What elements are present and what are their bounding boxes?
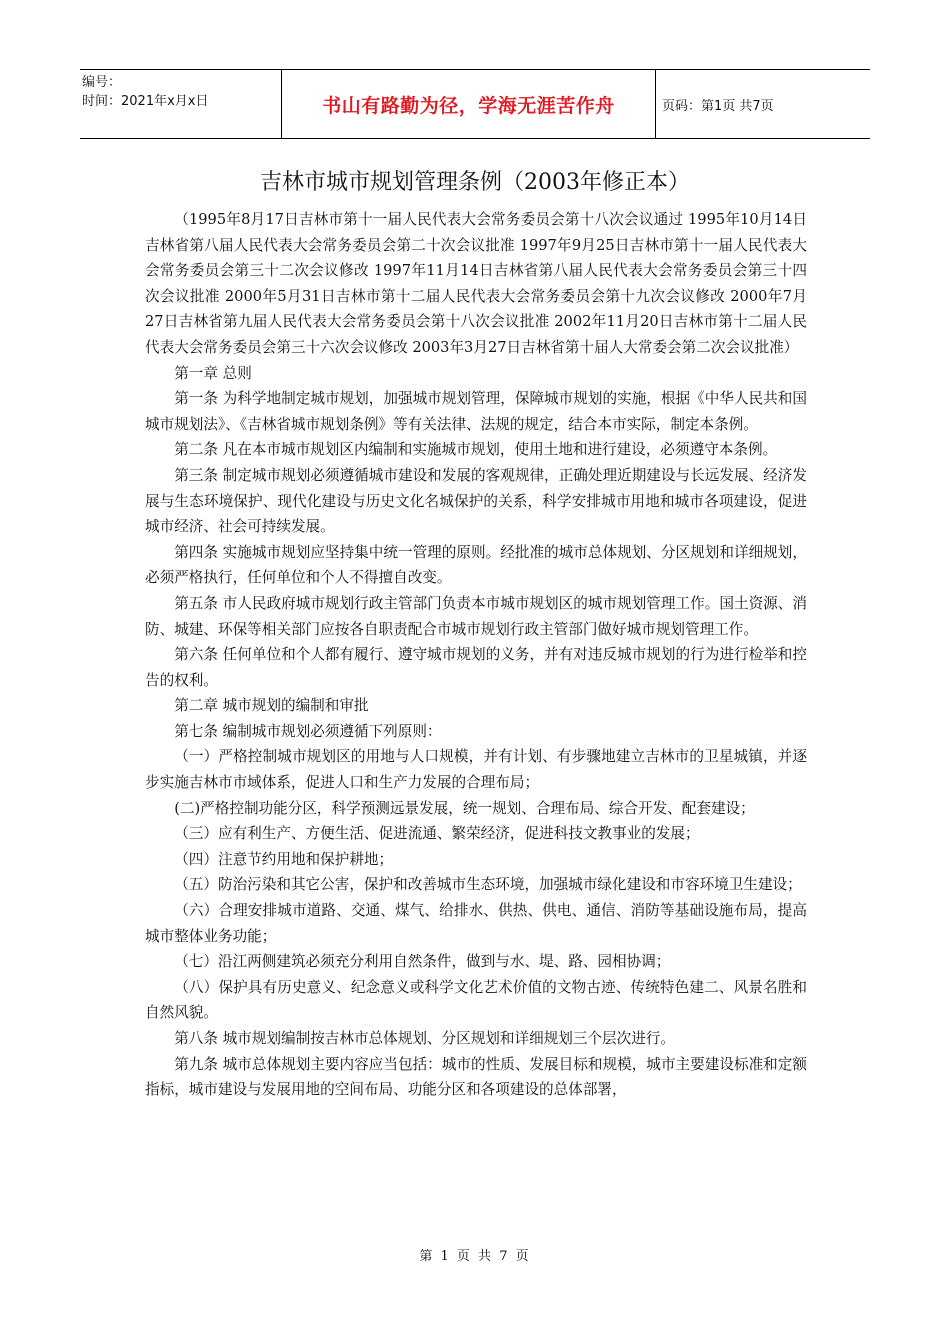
list-item: （五）防治污染和其它公害，保护和改善城市生态环境，加强城市绿化建设和市容环境卫生建设； — [174, 876, 802, 894]
chapter-heading: 第二章 城市规划的编制和审批 — [174, 697, 369, 715]
header-motto: 书山有路勤为径，学海无涯苦作舟 — [282, 70, 656, 138]
page-header — [80, 69, 870, 139]
paragraph: 第九条 城市总体规划主要内容应当包括：城市的性质、发展目标和规模，城市主要建设标准和定额指标，城市建设与发展用地的空间布局、功能分区和各项建设的总体部署， — [145, 1055, 807, 1099]
list-item: （四）注意节约用地和保护耕地； — [174, 850, 394, 868]
header-meta — [80, 70, 282, 138]
paragraph: 第六条 任何单位和个人都有履行、遵守城市规划的义务，并有对违反城市规划的行为进行检举和控告的权利。 — [145, 646, 807, 689]
paragraph: 第一条 为科学地制定城市规划，加强城市规划管理，保障城市规划的实施，根据《中华人民共和国城市规划法》、《吉林省城市规划条例》等有关法律、法规的规定，结合本市实际，制定本条例。 — [145, 390, 807, 433]
list-item: (二)严格控制功能分区，科学预测远景发展，统一规划、合理布局、综合开发、配套建设； — [174, 799, 755, 817]
paragraph: 第四条 实施城市规划应坚持集中统一管理的原则。经批准的城市总体规划、分区规划和详细规划，必须严格执行，任何单位和个人不得擅自改变。 — [145, 543, 807, 587]
document-date-label: 时间：2021年x月x日 — [82, 94, 209, 109]
list-item: （三）应有利生产、方便生活、促进流通、繁荣经济，促进科技文教事业的发展； — [174, 825, 700, 843]
document-number-label: 编号： — [82, 75, 122, 90]
page-footer: 第 1 页 共 7 页 — [419, 1249, 531, 1264]
list-item: （七）沿江两侧建筑必须充分利用自然条件，做到与水、堤、路、园相协调； — [174, 953, 671, 971]
document-title: 吉林市城市规划管理条例（2003年修正本） — [260, 170, 690, 195]
paragraph-preamble: （1995年8月17日吉林市第十一届人民代表大会常务委员会第十八次会议通过 1995年10月14日吉林省第八届人民代表大会常务委员会第二十次会议批准 1997年9月25日吉林市第十一届人民代表大会常务委员会第三十二次会议修改 1997年11月14日吉林省第八届人民代表大会常务委员会第三十四次会议批准 2000年5月31日吉林市第十二届人民代表大会常务委员会第十九次会议修改 2000年7月27日吉林省第九届人民代表大会常务委员会第十八次会议批准 2002年11月20日吉林市第十二届人民代表大会常务委员会第三十六次会议修改 2003年3月27日吉林省第十届人大常委会第二次会议批准） — [145, 211, 807, 356]
paragraph: 第二条 凡在本市城市规划区内编制和实施城市规划，使用土地和进行建设，必须遵守本条例。 — [174, 441, 778, 459]
list-item: （八）保护具有历史意义、纪念意义或科学文化艺术价值的文物古迹、传统特色建二、风景名胜和自然风貌。 — [145, 978, 807, 1022]
list-item: （六）合理安排城市道路、交通、煤气、给排水、供热、供电、通信、消防等基础设施布局，提高城市整体业务功能； — [145, 902, 807, 945]
paragraph: 第五条 市人民政府城市规划行政主管部门负责本市城市规划区的城市规划管理工作。国土资源、消防、城建、环保等相关部门应按各自职责配合市城市规划行政主管部门做好城市规划管理工作。 — [145, 594, 807, 638]
header-page-info: 页码：第1页 共7页 — [662, 98, 774, 114]
chapter-heading: 第一章 总则 — [174, 364, 252, 382]
paragraph: 第七条 编制城市规划必须遵循下列原则： — [174, 722, 442, 740]
paragraph: 第八条 城市规划编制按吉林市总体规划、分区规划和详细规划三个层次进行。 — [174, 1030, 676, 1047]
list-item: （一）严格控制城市规划区的用地与人口规模，并有计划、有步骤地建立吉林市的卫星城镇，并逐步实施吉林市市域体系，促进人口和生产力发展的合理布局； — [145, 748, 807, 792]
document-body — [145, 207, 807, 1103]
paragraph: 第三条 制定城市规划必须遵循城市建设和发展的客观规律，正确处理近期建设与长远发展、经济发展与生态环境保护、现代化建设与历史文化名城保护的关系，科学安排城市用地和城市各项建设，促进城市经济、社会可持续发展。 — [145, 466, 807, 536]
